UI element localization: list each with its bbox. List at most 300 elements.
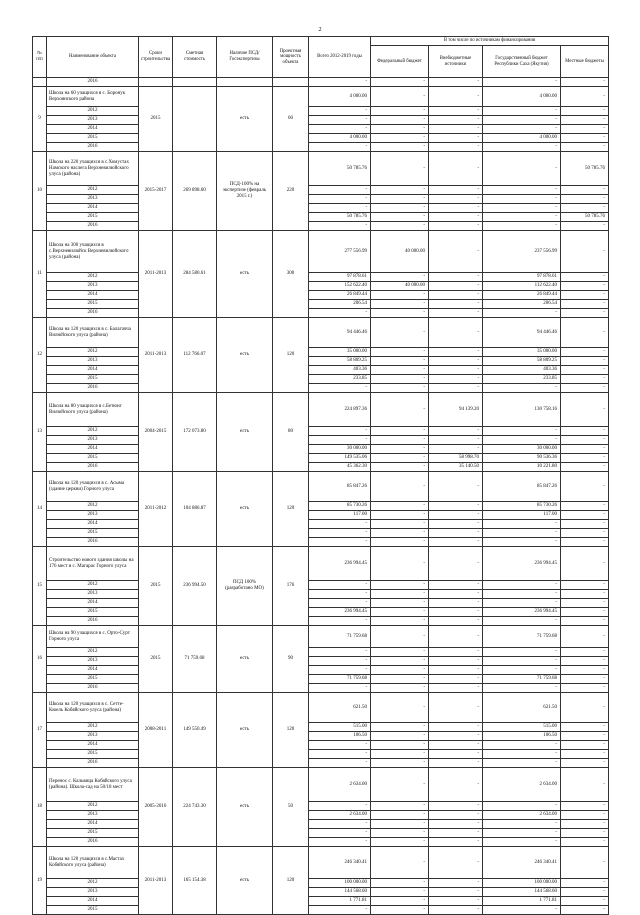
period-cell: 2011-2013 [139,231,173,318]
object-name-cell: Школа на 80 учащихся в с.Бетюнг Вилюйского улуса (района) [47,393,139,427]
amount-total-cell: 50 785.76 [309,152,371,186]
psd-cell: есть [217,693,273,768]
amount-total-cell: - [309,204,371,213]
amount-federal-cell: - [371,626,429,648]
amount-local-cell: - [561,445,609,454]
amount-extra-cell: - [429,897,483,906]
amount-local-cell: - [561,693,609,723]
psd-cell: есть [217,393,273,472]
table-row [33,152,609,186]
table-row [33,847,609,879]
amount-total-cell: - [309,684,371,693]
amount-total-cell: 35 000.00 [309,348,371,357]
year-cell: 2015 [47,454,139,463]
amount-extra-cell: 58 998.70 [429,454,483,463]
amount-local-cell: - [561,897,609,906]
year-cell: 2015 [47,675,139,684]
capacity-cell: 120 [273,693,309,768]
amount-total-cell: 403.36 [309,366,371,375]
amount-local-cell: - [561,847,609,879]
amount-local-cell: - [561,829,609,838]
object-name-cell: Школа на 220 учащихся в с.Хомустах Намского наслега Верхневилюйского улуса (района) [47,152,139,186]
amount-state-cell: - [483,222,561,231]
amount-extra-cell: - [429,750,483,759]
cost-cell: 224 743.30 [173,768,217,847]
year-cell: 2013 [47,116,139,125]
amount-extra-cell: - [429,838,483,847]
amount-local-cell: - [561,666,609,675]
amount-local-cell: - [561,318,609,348]
psd-cell: есть [217,847,273,915]
capacity-cell: 60 [273,87,309,152]
amount-federal-cell: - [371,445,429,454]
header-cost: Сметная стоимость [173,37,217,78]
amount-federal-cell: - [371,657,429,666]
amount-federal-cell: - [371,436,429,445]
table-row [33,357,609,366]
table-row [33,502,609,511]
year-cell: 2015 [47,750,139,759]
amount-local-cell: - [561,599,609,608]
year-cell: 2015 [47,608,139,617]
table-row [33,879,609,888]
amount-total-cell: - [309,186,371,195]
header-extra: Внебюджетные источники [429,46,483,78]
amount-local-cell: - [561,436,609,445]
year-cell: 2013 [47,511,139,520]
cost-cell: 71 759.68 [173,626,217,693]
table-row [33,906,609,915]
year-cell: 2014 [47,741,139,750]
row-number-cell: 10 [33,152,47,231]
header-period: Сроки строительства [139,37,173,78]
amount-state-cell: 85 730.26 [483,502,561,511]
amount-extra-cell: - [429,847,483,879]
amount-total-cell: 144 568.60 [309,888,371,897]
amount-state-cell: - [483,581,561,590]
amount-total-cell: 71 759.68 [309,675,371,684]
amount-federal-cell: - [371,116,429,125]
amount-local-cell: - [561,732,609,741]
psd-cell: есть [217,231,273,318]
amount-total-cell: 2 634.00 [309,811,371,820]
amount-extra-cell: - [429,213,483,222]
amount-extra-cell: - [429,186,483,195]
amount-total-cell: 4 000.00 [309,134,371,143]
amount-extra-cell: - [429,318,483,348]
year-cell: 2016 [47,838,139,847]
amount-federal-cell: - [371,213,429,222]
amount-state-cell: 94 446.46 [483,318,561,348]
cost-cell [173,87,217,152]
amount-local-cell: - [561,107,609,116]
amount-total-cell: 233.85 [309,375,371,384]
table-row [33,657,609,666]
amount-federal-cell: - [371,454,429,463]
amount-federal-cell: - [371,195,429,204]
amount-total-cell: - [309,906,371,915]
amount-local-cell: - [561,273,609,282]
amount-total-cell: 58 809.25 [309,357,371,366]
year-cell: 2013 [47,436,139,445]
amount-federal-cell: - [371,693,429,723]
amount-federal-cell: - [371,666,429,675]
amount-total-cell: - [309,427,371,436]
amount-extra-cell: - [429,829,483,838]
year-cell: 2016 [47,538,139,547]
cost-cell: 149 550.49 [173,693,217,768]
amount-extra-cell: - [429,511,483,520]
amount-state-cell: - [483,829,561,838]
year-cell: 2014 [47,520,139,529]
amount-local-cell: - [561,282,609,291]
amount-extra-cell: - [429,581,483,590]
amount-extra-cell: - [429,291,483,300]
year-cell: 2013 [47,195,139,204]
amount-total-cell: - [309,107,371,116]
amount-total-cell: - [309,538,371,547]
amount-total-cell: 117.00 [309,511,371,520]
table-row [33,547,609,581]
amount-federal-cell: - [371,838,429,847]
header-no: № п/п [33,37,47,78]
amount-extra-cell: - [429,617,483,626]
year-cell: 2012 [47,427,139,436]
year-cell: 2012 [47,107,139,116]
year-cell: 2015 [47,529,139,538]
amount-total-cell: 50 785.76 [309,213,371,222]
amount-local-cell: - [561,648,609,657]
year-cell: 2016 [47,309,139,318]
amount-state-cell: - [483,590,561,599]
amount-total-cell: - [309,195,371,204]
table-row [33,291,609,300]
table-row [33,143,609,152]
amount-state-cell: - [483,195,561,204]
psd-cell: есть [217,318,273,393]
year-cell: 2012 [47,802,139,811]
amount-total-cell: 236 994.45 [309,608,371,617]
amount-local-cell: - [561,581,609,590]
amount-local-cell: - [561,811,609,820]
table-row [33,186,609,195]
table-row [33,318,609,348]
amount-total-cell: - [309,759,371,768]
amount-state-cell: - [483,802,561,811]
amount-local-cell: - [561,375,609,384]
amount-extra-cell: - [429,547,483,581]
psd-cell: есть [217,472,273,547]
amount-extra-cell: - [429,436,483,445]
amount-extra-cell: - [429,608,483,617]
row-number-cell: 19 [33,847,47,915]
amount-federal-cell: - [371,590,429,599]
amount-state-cell: 130 758.16 [483,393,561,427]
amount-extra-cell: - [429,204,483,213]
header-federal: Федеральный бюджет [371,46,429,78]
amount-extra-cell: - [429,357,483,366]
amount-state-cell: - [483,116,561,125]
amount-state-cell: - [483,309,561,318]
amount-total-cell: 236 994.45 [309,547,371,581]
table-row [33,617,609,626]
amount-state-cell: 71 759.68 [483,626,561,648]
year-cell: 2012 [47,581,139,590]
table-row [33,472,609,502]
amount-state-cell: - [483,186,561,195]
amount-state-cell: 30 000.00 [483,445,561,454]
amount-extra-cell: - [429,309,483,318]
amount-state-cell: 35 000.00 [483,348,561,357]
capacity-cell: 300 [273,231,309,318]
amount-federal-cell: - [371,152,429,186]
year-cell: 2014 [47,291,139,300]
amount-local-cell: 50 785.76 [561,152,609,186]
amount-state-cell: - [483,107,561,116]
amount-total-cell: 97 878.61 [309,273,371,282]
amount-total-cell: - [309,529,371,538]
amount-local-cell: - [561,802,609,811]
table-row [33,195,609,204]
amount-federal-cell: - [371,125,429,134]
table-row [33,811,609,820]
amount-extra-cell: - [429,384,483,393]
amount-federal-cell: - [371,384,429,393]
table-row [33,897,609,906]
year-cell: 2015 [47,829,139,838]
amount-state-cell: 4 000.00 [483,87,561,107]
year-cell: 2016 [47,78,139,87]
table-row [33,116,609,125]
amount-federal-cell: 40 000.00 [371,282,429,291]
object-name-cell: Школа на 120 учащихся в с. Асыма (здание церкви) Горного улуса [47,472,139,502]
amount-local-cell: - [561,348,609,357]
amount-total-cell: 621.50 [309,693,371,723]
amount-extra-cell: - [429,78,483,87]
amount-total-cell: 30 000.00 [309,445,371,454]
amount-federal-cell: - [371,648,429,657]
amount-extra-cell: - [429,693,483,723]
amount-total-cell: - [309,820,371,829]
amount-state-cell: 236 994.45 [483,608,561,617]
amount-local-cell: 50 785.76 [561,213,609,222]
amount-state-cell: - [483,906,561,915]
amount-local-cell: - [561,195,609,204]
amount-local-cell: - [561,906,609,915]
object-name-cell: Строительство нового здания школы на 176 мест в с. Магарас Горного улуса [47,547,139,581]
amount-total-cell: 149 535.06 [309,454,371,463]
year-cell: 2016 [47,617,139,626]
amount-total-cell: - [309,520,371,529]
amount-total-cell: 2 634.00 [309,768,371,802]
amount-state-cell: - [483,152,561,186]
object-name-cell: Школа на 60 учащихся в с. Боронук Верхоянского района [47,87,139,107]
row-number-cell: 16 [33,626,47,693]
amount-extra-cell: - [429,125,483,134]
table-row [33,888,609,897]
amount-federal-cell: - [371,529,429,538]
amount-local-cell: - [561,393,609,427]
empty-cell [33,78,47,87]
amount-local-cell: - [561,888,609,897]
amount-total-cell: - [309,617,371,626]
cost-cell: 269 898.60 [173,152,217,231]
amount-total-cell: - [309,384,371,393]
amount-federal-cell: - [371,511,429,520]
amount-state-cell: 26 849.44 [483,291,561,300]
amount-federal-cell: - [371,581,429,590]
amount-local-cell: - [561,547,609,581]
amount-state-cell: - [483,617,561,626]
table-row [33,222,609,231]
year-cell: 2012 [47,273,139,282]
amount-state-cell: - [483,838,561,847]
amount-federal-cell: - [371,847,429,879]
amount-state-cell: - [483,427,561,436]
amount-federal-cell: - [371,802,429,811]
table-row [33,590,609,599]
amount-extra-cell: - [429,675,483,684]
amount-local-cell: - [561,838,609,847]
amount-local-cell: - [561,309,609,318]
capacity-cell: 176 [273,547,309,626]
amount-state-cell: - [483,538,561,547]
amount-local-cell: - [561,538,609,547]
table-row [33,838,609,847]
object-name-cell: Школа на 120 учащихся в с. Сеттe-Кюель Кобяйского улуса (района) [47,693,139,723]
amount-federal-cell: - [371,273,429,282]
header-total: Всего 2012-2019 годы [309,37,371,78]
psd-cell: ПСД-100% на экспертизе (февраль 2015 г.) [217,152,273,231]
year-cell: 2014 [47,599,139,608]
year-cell: 2014 [47,820,139,829]
amount-local-cell: - [561,684,609,693]
amount-federal-cell: - [371,134,429,143]
amount-local-cell: - [561,472,609,502]
amount-federal-cell: - [371,759,429,768]
amount-extra-cell: - [429,684,483,693]
capacity-cell: 220 [273,152,309,231]
table-body [33,78,609,915]
page-number: 2 [318,26,322,33]
amount-local-cell: - [561,768,609,802]
table-row [33,231,609,273]
amount-extra-cell: - [429,300,483,309]
financing-table [32,36,609,915]
table-row [33,213,609,222]
amount-federal-cell: - [371,811,429,820]
period-cell: 2015 [139,87,173,152]
cost-cell: 104 886.87 [173,472,217,547]
amount-local-cell: - [561,759,609,768]
year-cell: 2013 [47,357,139,366]
amount-local-cell: - [561,590,609,599]
amount-total-cell: 26 849.44 [309,291,371,300]
amount-local-cell: - [561,231,609,273]
year-cell: 2016 [47,684,139,693]
header-capacity: Проектная мощность объекта [273,37,309,78]
amount-state-cell: 233.85 [483,375,561,384]
amount-local-cell: - [561,454,609,463]
amount-state-cell: 236 994.45 [483,547,561,581]
table-row [33,538,609,547]
amount-federal-cell: - [371,732,429,741]
table-row [33,125,609,134]
year-cell: 2013 [47,590,139,599]
amount-local-cell: - [561,820,609,829]
amount-extra-cell: - [429,152,483,186]
amount-federal-cell: - [371,87,429,107]
table-row [33,87,609,107]
table-row [33,300,609,309]
amount-local-cell: - [561,675,609,684]
amount-total-cell: - [309,222,371,231]
amount-federal-cell: - [371,357,429,366]
amount-total-cell: 277 556.99 [309,231,371,273]
amount-total-cell: - [309,802,371,811]
table-row [33,741,609,750]
year-cell: 2013 [47,657,139,666]
amount-state-cell: 112 622.40 [483,282,561,291]
amount-extra-cell: - [429,375,483,384]
amount-federal-cell: - [371,107,429,116]
amount-federal-cell: - [371,820,429,829]
year-cell: 2015 [47,375,139,384]
period-cell: 2015-2017 [139,152,173,231]
amount-extra-cell: 35 140.50 [429,463,483,472]
amount-federal-cell: - [371,538,429,547]
amount-extra-cell: - [429,811,483,820]
table-row [33,529,609,538]
amount-state-cell: - [483,750,561,759]
amount-extra-cell: - [429,273,483,282]
amount-state-cell: 97 878.61 [483,273,561,282]
amount-total-cell: - [309,125,371,134]
amount-total-cell: 85 847.26 [309,472,371,502]
amount-state-cell: - [483,684,561,693]
amount-federal-cell: - [371,520,429,529]
year-cell: 2014 [47,125,139,134]
amount-total-cell: - [309,741,371,750]
table-row [33,445,609,454]
amount-state-cell: - [483,820,561,829]
amount-state-cell: - [483,648,561,657]
year-cell: 2015 [47,906,139,915]
amount-extra-cell: - [429,802,483,811]
table-row [33,648,609,657]
amount-state-cell: 10 221.80 [483,463,561,472]
amount-federal-cell: - [371,879,429,888]
table-row [33,348,609,357]
amount-federal-cell: - [371,427,429,436]
table-row [33,608,609,617]
amount-local-cell: - [561,502,609,511]
amount-state-cell: 206.54 [483,300,561,309]
capacity-cell: 120 [273,847,309,915]
amount-federal-cell: - [371,723,429,732]
amount-local-cell: - [561,511,609,520]
amount-total-cell: - [309,78,371,87]
table-row [33,511,609,520]
amount-state-cell: - [483,204,561,213]
amount-federal-cell: - [371,309,429,318]
amount-state-cell: - [483,125,561,134]
amount-state-cell: 246 340.41 [483,847,561,879]
amount-state-cell: 1 771.81 [483,897,561,906]
table-row [33,375,609,384]
amount-federal-cell: - [371,204,429,213]
amount-total-cell: - [309,590,371,599]
